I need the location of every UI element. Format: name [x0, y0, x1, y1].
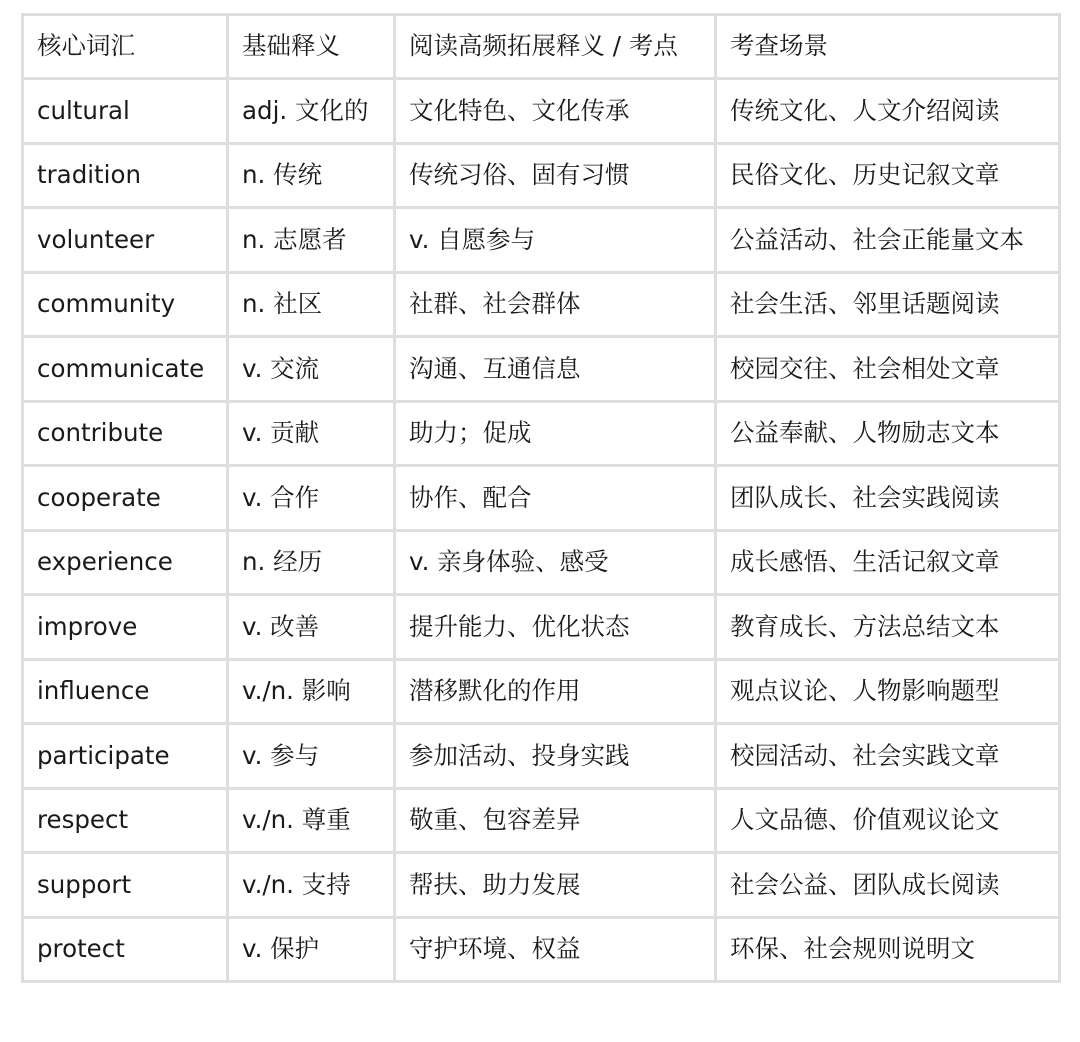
cell-extended-meaning: 文化特色、文化传承	[395, 79, 716, 144]
cell-extended-meaning: v. 自愿参与	[395, 208, 716, 273]
cell-core-word: experience	[23, 530, 228, 595]
cell-scenario: 观点议论、人物影响题型	[716, 659, 1060, 724]
cell-scenario: 校园交往、社会相处文章	[716, 337, 1060, 402]
cell-scenario: 教育成长、方法总结文本	[716, 595, 1060, 660]
cell-extended-meaning: 潜移默化的作用	[395, 659, 716, 724]
cell-extended-meaning: 敬重、包容差异	[395, 788, 716, 853]
cell-basic-meaning: adj. 文化的	[228, 79, 395, 144]
cell-extended-meaning: 帮扶、助力发展	[395, 853, 716, 918]
header-basic-meaning: 基础释义	[228, 15, 395, 79]
table-header-row	[23, 15, 1060, 79]
table-row	[23, 337, 1060, 402]
cell-extended-meaning: 社群、社会群体	[395, 272, 716, 337]
cell-scenario: 社会生活、邻里话题阅读	[716, 272, 1060, 337]
cell-extended-meaning: 守护环境、权益	[395, 917, 716, 982]
vocabulary-table	[21, 13, 1061, 983]
table-row	[23, 466, 1060, 531]
cell-core-word: respect	[23, 788, 228, 853]
cell-scenario: 成长感悟、生活记叙文章	[716, 530, 1060, 595]
cell-basic-meaning: v. 参与	[228, 724, 395, 789]
cell-basic-meaning: n. 社区	[228, 272, 395, 337]
cell-extended-meaning: 协作、配合	[395, 466, 716, 531]
cell-core-word: volunteer	[23, 208, 228, 273]
cell-core-word: contribute	[23, 401, 228, 466]
table-row	[23, 530, 1060, 595]
table-row	[23, 595, 1060, 660]
table-row	[23, 143, 1060, 208]
cell-core-word: tradition	[23, 143, 228, 208]
table-row	[23, 659, 1060, 724]
cell-scenario: 传统文化、人文介绍阅读	[716, 79, 1060, 144]
cell-extended-meaning: v. 亲身体验、感受	[395, 530, 716, 595]
cell-extended-meaning: 传统习俗、固有习惯	[395, 143, 716, 208]
cell-extended-meaning: 提升能力、优化状态	[395, 595, 716, 660]
cell-basic-meaning: n. 志愿者	[228, 208, 395, 273]
table-row	[23, 401, 1060, 466]
cell-extended-meaning: 助力；促成	[395, 401, 716, 466]
cell-scenario: 校园活动、社会实践文章	[716, 724, 1060, 789]
cell-scenario: 团队成长、社会实践阅读	[716, 466, 1060, 531]
table-row	[23, 208, 1060, 273]
cell-basic-meaning: v. 改善	[228, 595, 395, 660]
cell-core-word: improve	[23, 595, 228, 660]
cell-scenario: 人文品德、价值观议论文	[716, 788, 1060, 853]
table-row	[23, 853, 1060, 918]
cell-basic-meaning: v. 交流	[228, 337, 395, 402]
cell-extended-meaning: 参加活动、投身实践	[395, 724, 716, 789]
header-extended-meaning: 阅读高频拓展释义 / 考点	[395, 15, 716, 79]
table-body	[23, 79, 1060, 982]
table-row	[23, 788, 1060, 853]
cell-scenario: 社会公益、团队成长阅读	[716, 853, 1060, 918]
cell-extended-meaning: 沟通、互通信息	[395, 337, 716, 402]
cell-core-word: participate	[23, 724, 228, 789]
cell-basic-meaning: v. 保护	[228, 917, 395, 982]
cell-core-word: protect	[23, 917, 228, 982]
vocabulary-table-container	[21, 13, 1058, 983]
table-row	[23, 272, 1060, 337]
cell-scenario: 环保、社会规则说明文	[716, 917, 1060, 982]
cell-core-word: cultural	[23, 79, 228, 144]
cell-basic-meaning: v. 贡献	[228, 401, 395, 466]
cell-basic-meaning: v./n. 影响	[228, 659, 395, 724]
header-scenario: 考查场景	[716, 15, 1060, 79]
cell-core-word: support	[23, 853, 228, 918]
cell-scenario: 公益奉献、人物励志文本	[716, 401, 1060, 466]
table-row	[23, 724, 1060, 789]
cell-basic-meaning: v./n. 尊重	[228, 788, 395, 853]
cell-core-word: communicate	[23, 337, 228, 402]
header-core-word: 核心词汇	[23, 15, 228, 79]
table-row	[23, 917, 1060, 982]
cell-basic-meaning: n. 传统	[228, 143, 395, 208]
cell-core-word: community	[23, 272, 228, 337]
cell-core-word: influence	[23, 659, 228, 724]
cell-core-word: cooperate	[23, 466, 228, 531]
table-row	[23, 79, 1060, 144]
cell-scenario: 公益活动、社会正能量文本	[716, 208, 1060, 273]
cell-scenario: 民俗文化、历史记叙文章	[716, 143, 1060, 208]
cell-basic-meaning: n. 经历	[228, 530, 395, 595]
cell-basic-meaning: v./n. 支持	[228, 853, 395, 918]
cell-basic-meaning: v. 合作	[228, 466, 395, 531]
